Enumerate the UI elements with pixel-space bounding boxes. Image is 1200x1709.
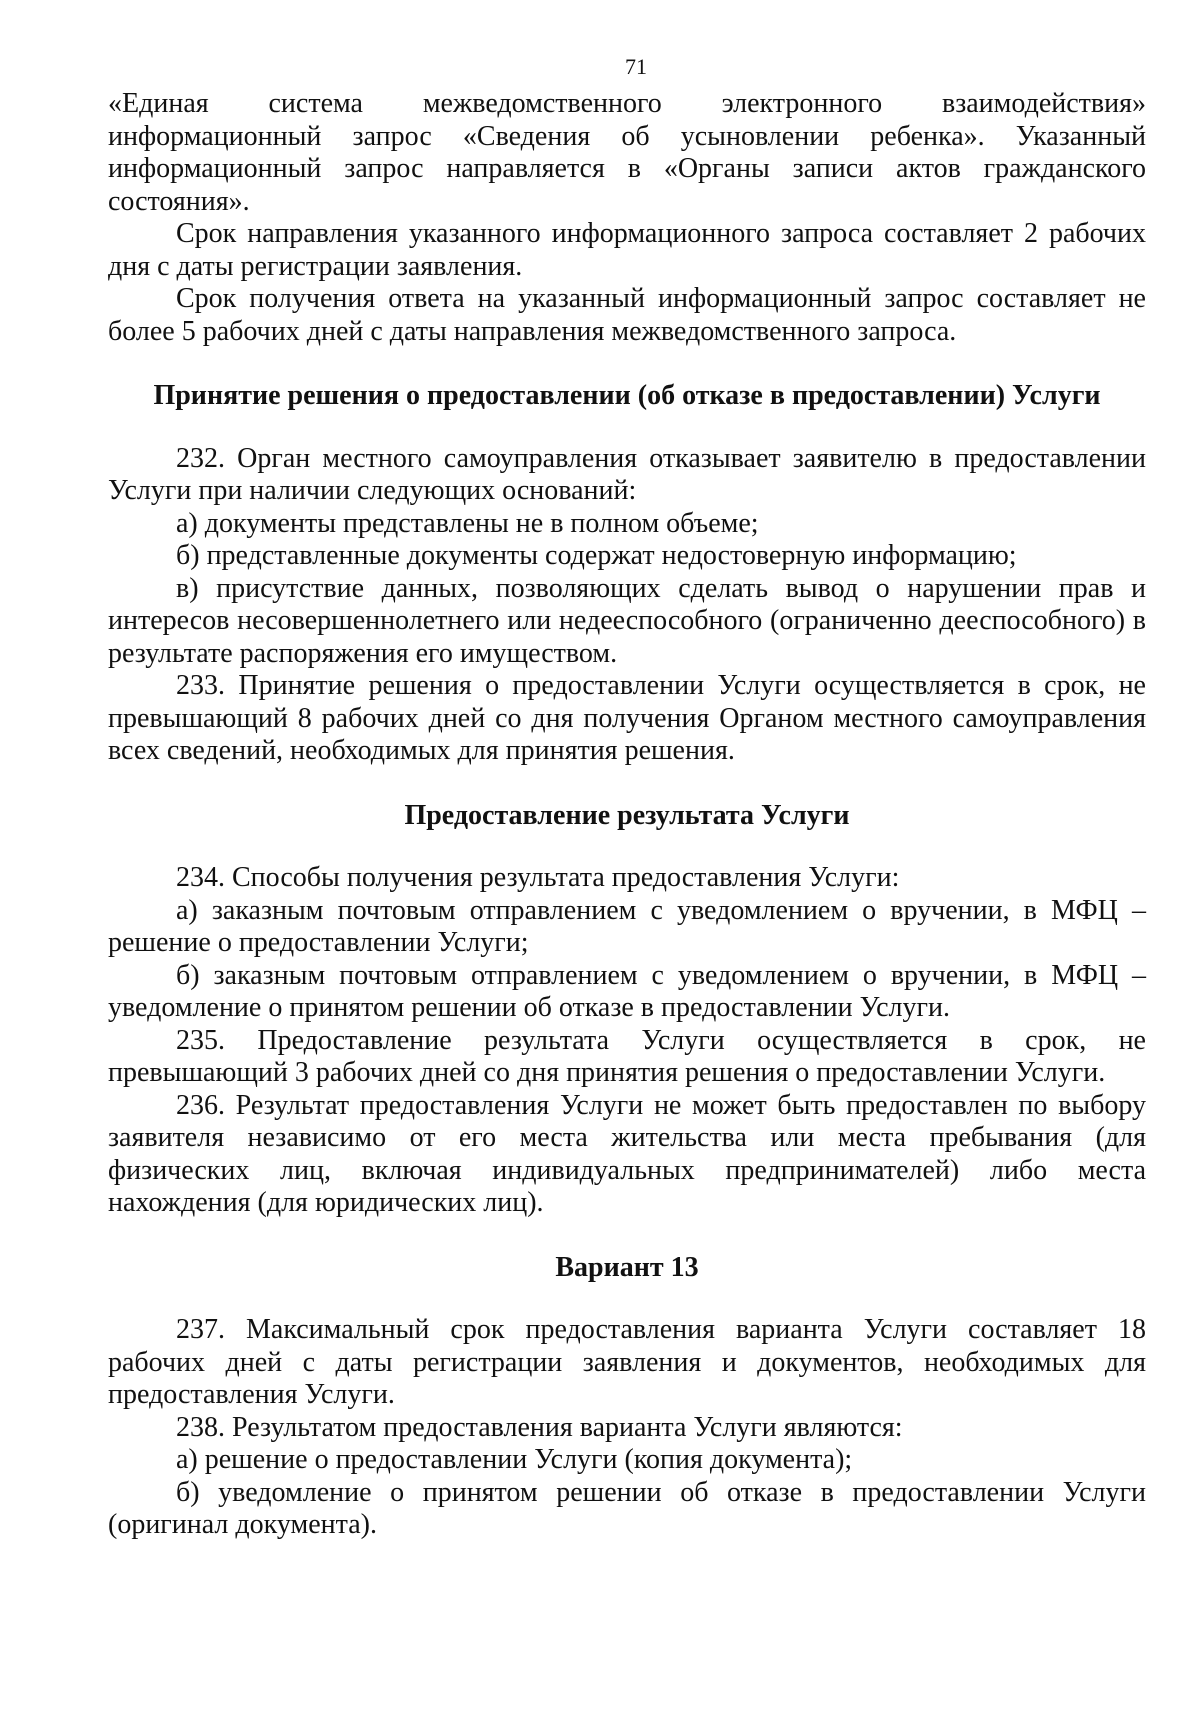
paragraph: Срок направления указанного информационного запроса составляет 2 рабочих дня с даты регистрации заявления. [108, 218, 1146, 282]
paragraph: 233. Принятие решения о предоставлении Услуги осуществляется в срок, не превышающий 8 рабочих дней со дня получения Органом местного самоуправления всех сведений, необходимых для принятия решения. [108, 670, 1146, 766]
paragraph: 236. Результат предоставления Услуги не может быть предоставлен по выбору заявителя независимо от его места жительства или места пребывания (для физических лиц, включая индивидуальных предпринимателей) либо места нахождения (для юридических лиц). [108, 1089, 1146, 1218]
paragraph: 238. Результатом предоставления варианта Услуги являются: [176, 1411, 903, 1443]
list-item: б) уведомление о принятом решении об отказе в предоставлении Услуги (оригинал документа). [108, 1476, 1146, 1540]
list-item: а) решение о предоставлении Услуги (копия документа); [176, 1444, 853, 1475]
section-heading: Принятие решения о предоставлении (об отказе в предоставлении) Услуги [153, 380, 1101, 411]
list-item: в) присутствие данных, позволяющих сделать вывод о нарушении прав и интересов несовершеннолетнего или недееспособного (ограниченно дееспособного) в результате распоряжения его имуществом. [108, 572, 1146, 669]
document-page [108, 52, 1146, 1542]
paragraph: 232. Орган местного самоуправления отказывает заявителю в предоставлении Услуги при наличии следующих оснований: [108, 442, 1146, 506]
list-item: а) документы представлены не в полном объеме; [176, 507, 759, 539]
section-heading: Предоставление результата Услуги [404, 799, 850, 831]
paragraph: 235. Предоставление результата Услуги осуществляется в срок, не превышающий 3 рабочих дней со дня принятия решения о предоставлении Услуги. [108, 1024, 1146, 1088]
paragraph: «Единая система межведомственного электронного взаимодействия» информационный запрос «Сведения об усыновлении ребенка». Указанный информационный запрос направляется в «Органы записи актов гражданского состояния». [108, 88, 1146, 217]
page-number: 71 [625, 54, 647, 79]
paragraph: 234. Способы получения результата предоставления Услуги: [176, 862, 900, 893]
section-heading: Вариант 13 [555, 1251, 699, 1283]
list-item: а) заказным почтовым отправлением с уведомлением о вручении, в МФЦ – решение о предоставлении Услуги; [108, 894, 1146, 958]
paragraph: 237. Максимальный срок предоставления варианта Услуги составляет 18 рабочих дней с даты регистрации заявления и документов, необходимых для предоставления Услуги. [108, 1314, 1146, 1410]
list-item: б) заказным почтовым отправлением с уведомлением о вручении, в МФЦ – уведомление о принятом решении об отказе в предоставлении Услуги. [108, 959, 1146, 1023]
paragraph: Срок получения ответа на указанный информационный запрос составляет не более 5 рабочих дней с даты направления межведомственного запроса. [108, 283, 1146, 347]
list-item: б) представленные документы содержат недостоверную информацию; [176, 540, 1017, 571]
